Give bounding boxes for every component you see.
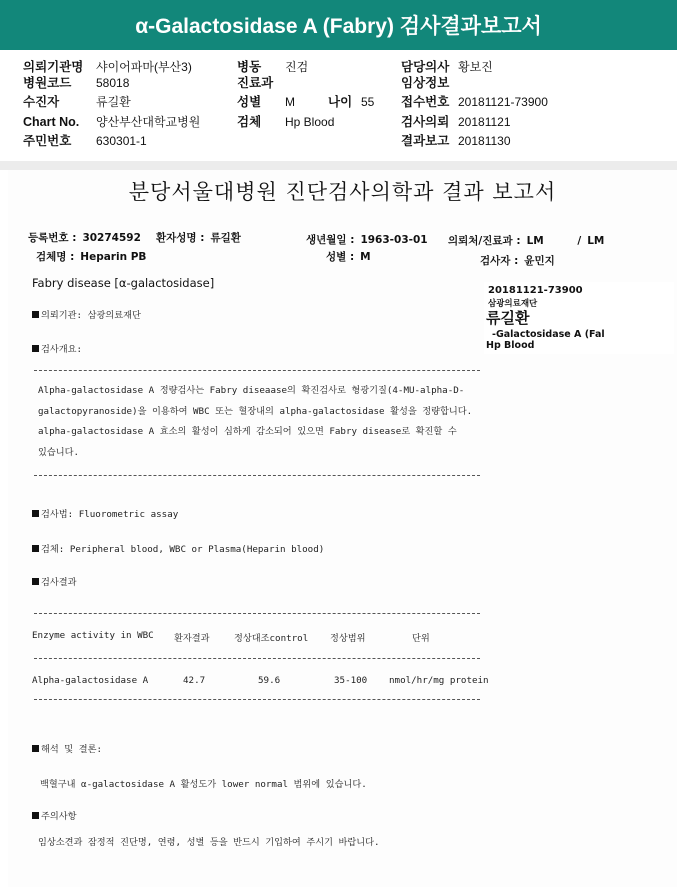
field-value: 류길환 (210, 232, 241, 244)
overview-heading (32, 341, 82, 355)
info-label: 수진자 (23, 95, 60, 109)
field-value: LM (526, 235, 544, 247)
field-label: 등록번호 : (28, 232, 77, 244)
caution-heading (32, 808, 77, 822)
specimen-info (32, 541, 324, 555)
field-value: Heparin PB (80, 251, 147, 263)
table-cell: 35-100 (334, 675, 368, 686)
section-divider (0, 161, 677, 170)
bullet-square-icon (32, 345, 39, 352)
specimen-text: 검체: Peripheral blood, WBC or Plasma(Heparin blood) (41, 544, 325, 555)
result-table-header (32, 630, 492, 644)
info-label: 주민번호 (23, 134, 72, 148)
caution-heading-text: 주의사항 (41, 811, 77, 822)
result-table-row (32, 675, 492, 689)
info-label: 담당의사 (401, 60, 450, 74)
info-label: 임상정보 (401, 76, 450, 90)
field-label: 의뢰처/진료과 : (448, 235, 521, 247)
result-heading (32, 574, 77, 588)
info-value: 20181121-73900 (458, 95, 548, 109)
info-value: 58018 (96, 76, 130, 90)
field-value: M (360, 251, 371, 263)
caution-text: 임상소견과 잠정적 진단명, 연령, 성별 등을 반드시 기입하여 주시기 바랍니다. (38, 837, 380, 848)
field-value: 30274592 (82, 232, 141, 244)
info-value: M (285, 95, 295, 109)
overview-heading-text: 검사개요: (41, 344, 83, 355)
field-label: 생년월일 : (306, 234, 355, 246)
result-heading-text: 검사결과 (41, 577, 77, 588)
report-header (0, 0, 677, 50)
patient-info-panel (0, 57, 677, 159)
bullet-square-icon (32, 812, 39, 819)
table-header-cell: 정상대조control (234, 633, 309, 644)
info-value: Hp Blood (285, 115, 335, 129)
overview-line: Alpha-galactosidase A 정량검사는 Fabry diseaase의 확진검사로 형광기질(4-MU-alpha-D- (38, 385, 465, 396)
scanned-report (8, 170, 677, 887)
info-label: 의뢰기관명 (23, 60, 84, 74)
info-value: 55 (361, 95, 375, 109)
bullet-square-icon (32, 510, 39, 517)
sticker-patient: 류길환 (486, 309, 530, 327)
info-label: 검사의뢰 (401, 115, 450, 129)
info-label: Chart No. (23, 115, 80, 129)
info-value: 진검 (285, 60, 309, 74)
overview-line: galactopyranoside)을 이용하여 WBC 또는 혈장내의 alpha-galactosidase 활성을 정량합니다. (38, 405, 473, 417)
info-label: 성별 (237, 95, 262, 109)
field-label: 성별 : (326, 251, 355, 263)
table-cell: 59.6 (258, 675, 281, 686)
field-value: 윤민지 (524, 255, 555, 267)
info-value: 샤이어파마(부산3) (96, 60, 192, 74)
info-row (0, 73, 677, 93)
method-text: 검사법: Fluorometric assay (41, 509, 179, 520)
info-value: 양산부산대학교병원 (96, 115, 201, 129)
interpretation-heading (32, 741, 102, 755)
field-label: 검사자 : (480, 255, 519, 267)
info-value: 20181121 (458, 115, 511, 129)
overview-line: alpha-galactosidase A 효소의 활성이 심하게 감소되어 있으면 Fabry disease로 확진할 수 (38, 426, 457, 437)
info-label: 병원코드 (23, 76, 72, 90)
referring-department (448, 233, 604, 248)
date-of-birth (306, 232, 428, 247)
table-cell: nmol/hr/mg protein (389, 675, 489, 686)
sticker-lab: 삼광의료재단 (488, 299, 538, 309)
overview-line: 있습니다. (38, 446, 80, 458)
field-label: 환자성명 : (156, 232, 205, 244)
test-method (32, 506, 178, 520)
bullet-square-icon (32, 578, 39, 585)
info-row (0, 112, 677, 132)
field-label: 검체명 : (36, 251, 75, 263)
interpretation-text: 백혈구내 α-galactosidase A 활성도가 lower normal 범위에 있습니다. (40, 779, 367, 790)
table-cell: Alpha-galactosidase A (32, 675, 149, 686)
specimen-label-sticker (484, 282, 674, 354)
patient-name (156, 230, 241, 245)
bullet-square-icon (32, 545, 39, 552)
info-label: 진료과 (237, 76, 274, 90)
info-value: 류길환 (96, 95, 131, 109)
dashed-divider (34, 613, 480, 614)
patient-sex (326, 249, 371, 264)
info-label: 접수번호 (401, 95, 450, 109)
info-label: 결과보고 (401, 134, 450, 148)
info-row (0, 131, 677, 151)
test-name: Fabry disease [α-galactosidase] (32, 276, 215, 290)
dashed-divider (34, 475, 480, 476)
sticker-test: -Galactosidase A (Fal (492, 329, 605, 340)
referring-institution (32, 307, 141, 321)
sticker-accession: 20181121-73900 (488, 285, 583, 296)
info-value: 630301-1 (96, 134, 147, 148)
dashed-divider (34, 370, 480, 371)
specimen-name (36, 249, 146, 264)
table-header-cell: 단위 (412, 633, 430, 644)
info-label: 병동 (237, 60, 262, 74)
info-label: 나이 (328, 95, 353, 109)
info-value: 황보진 (458, 60, 493, 74)
overview-paragraph (38, 381, 472, 463)
dashed-divider (34, 699, 480, 700)
registration-number (28, 230, 141, 245)
institution-text: 의뢰기관: 삼광의료재단 (41, 310, 141, 321)
examiner (480, 253, 555, 268)
info-label: 검체 (237, 115, 262, 129)
field-value: 1963-03-01 (360, 234, 428, 246)
scanned-report-title: 분당서울대병원 진단검사의학과 결과 보고서 (128, 180, 557, 204)
interpretation-heading-text: 해석 및 결론: (41, 744, 102, 755)
info-row (0, 92, 677, 112)
table-header-cell: 환자결과 (174, 633, 210, 644)
report-header-title: α-Galactosidase A (Fabry) 검사결과보고서 (135, 15, 542, 38)
table-header-cell: Enzyme activity in WBC (32, 630, 154, 641)
field-separator: / (577, 235, 582, 247)
bullet-square-icon (32, 311, 39, 318)
table-header-cell: 정상범위 (330, 633, 366, 644)
bullet-square-icon (32, 745, 39, 752)
field-value: LM (587, 235, 605, 247)
info-value: 20181130 (458, 134, 511, 148)
sticker-specimen: Hp Blood (486, 340, 535, 351)
dashed-divider (34, 658, 480, 659)
table-cell: 42.7 (183, 675, 206, 686)
